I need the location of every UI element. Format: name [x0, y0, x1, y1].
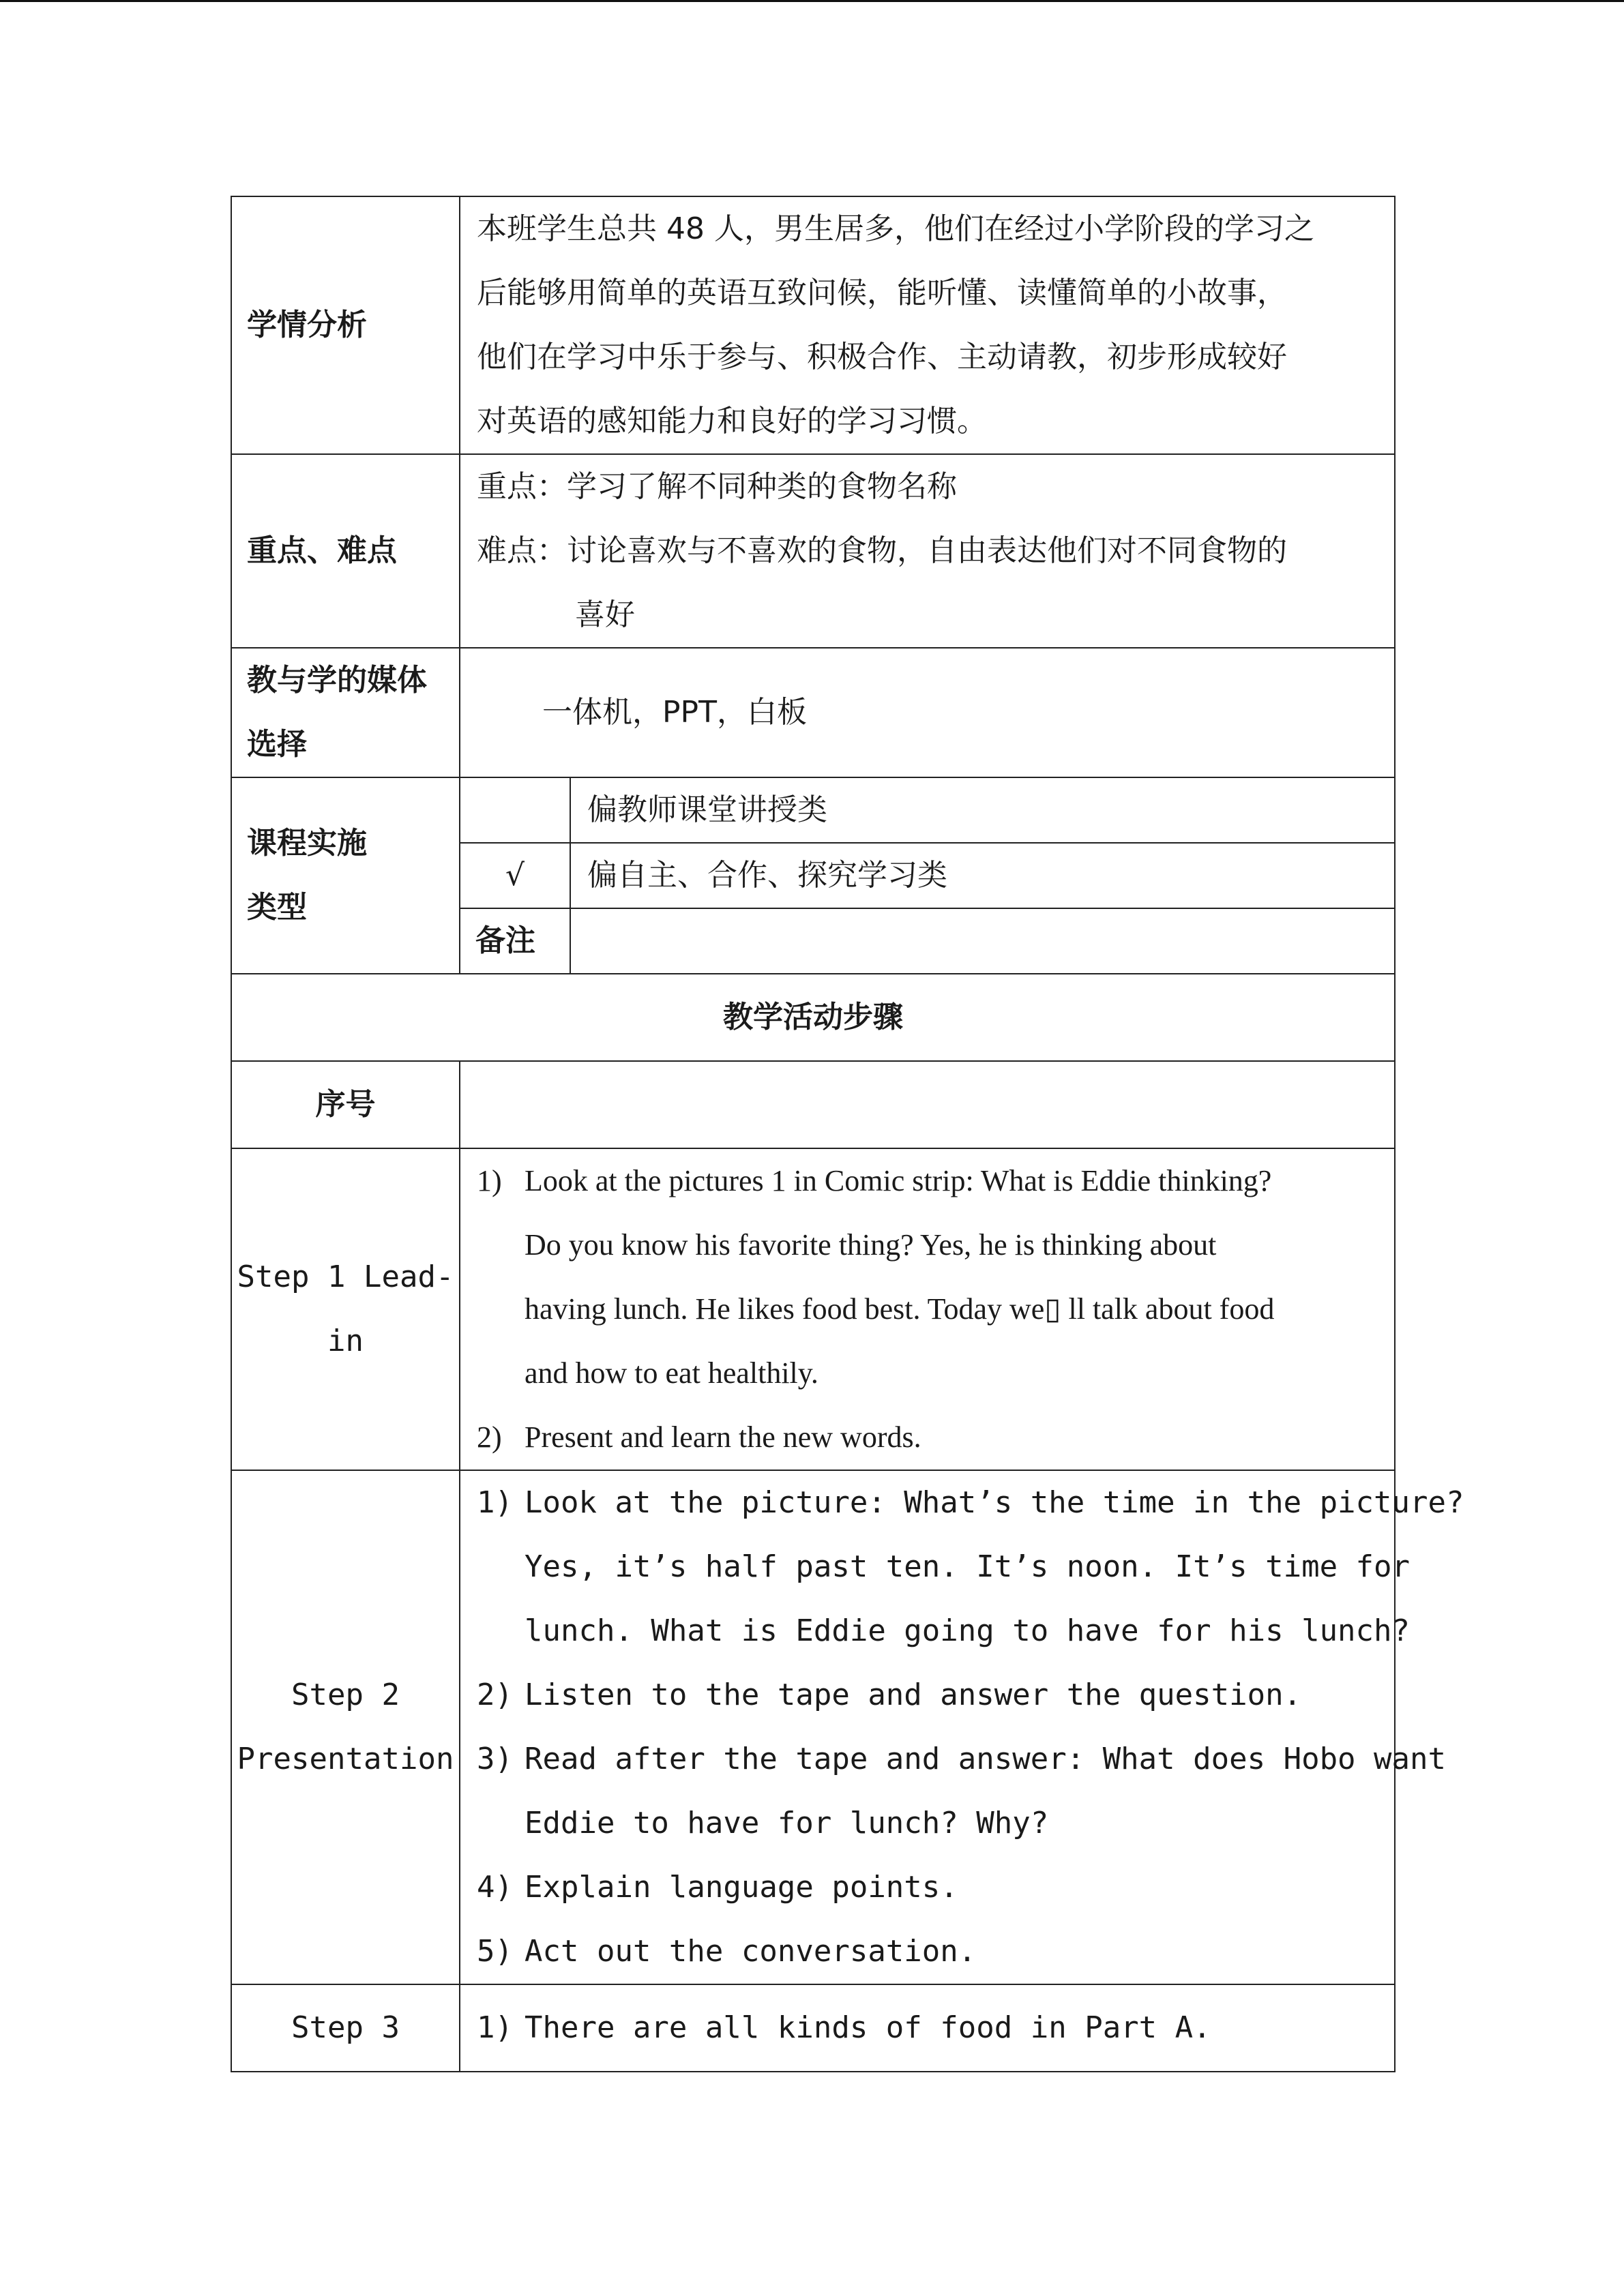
step1-label: [231, 1148, 460, 1470]
step3-label: Step 3: [231, 1984, 460, 2072]
step2-label: [231, 1470, 460, 1984]
step1-row: [231, 1148, 1395, 1470]
top-border-line: [0, 0, 1624, 2]
course-type-check-1: [460, 777, 570, 843]
course-type-option-2: 偏自主、合作、探究学习类: [570, 843, 1395, 908]
list-text: Look at the picture: What’s the time in the picture?: [525, 1485, 1464, 1520]
list-text: Explain language points.: [525, 1870, 958, 1905]
seq-label: 序号: [231, 1061, 460, 1148]
step3-content: [460, 1984, 1395, 2072]
difficulty-continued: 喜好: [575, 597, 635, 632]
step2-label-line: Step 2: [291, 1678, 400, 1712]
seq-row: [231, 1061, 1395, 1148]
step1-label-line: in: [327, 1324, 364, 1358]
analysis-line: 他们在学习中乐于参与、积极合作、主动请教，初步形成较好: [477, 340, 1287, 374]
course-type-label-line: 类型: [247, 890, 307, 925]
step1-content: [460, 1148, 1395, 1470]
list-text: Listen to the tape and answer the question.: [525, 1678, 1302, 1712]
analysis-line: 后能够用简单的英语互致问候，能听懂、读懂简单的小故事，: [477, 275, 1287, 310]
step3-row: [231, 1984, 1395, 2072]
analysis-label: 学情分析: [231, 196, 460, 454]
list-item-continued: lunch. What is Eddie going to have for his lunch?: [525, 1613, 1411, 1648]
list-number: 5): [477, 1934, 513, 1969]
list-item-continued: Yes, it’s half past ten. It’s noon. It’s time for: [525, 1549, 1411, 1584]
step2-row: [231, 1470, 1395, 1984]
media-label-line: 教与学的媒体: [247, 663, 427, 698]
analysis-content: [460, 196, 1395, 454]
focus-label: 重点、难点: [231, 454, 460, 648]
activities-heading-row: [231, 974, 1395, 1061]
list-number: 4): [477, 1870, 513, 1905]
remark-label: 备注: [460, 908, 570, 974]
list-item: [477, 1663, 1381, 1727]
analysis-line: 本班学生总共 48 人，男生居多，他们在经过小学阶段的学习之: [477, 211, 1314, 246]
list-item: [477, 1727, 1447, 1791]
media-label-line: 选择: [247, 727, 307, 762]
activities-heading: 教学活动步骤: [231, 974, 1395, 1061]
list-number: 1): [477, 1485, 513, 1520]
remark-value: [570, 908, 1395, 974]
list-item-continued: and how to eat healthily.: [525, 1356, 818, 1390]
list-number: 2): [477, 1678, 513, 1712]
step2-list: [477, 1471, 1464, 1984]
list-item: [477, 1471, 1464, 1535]
media-row: [231, 648, 1395, 777]
lesson-plan-table: [231, 196, 1464, 2072]
list-text: Act out the conversation.: [525, 1934, 977, 1969]
course-type-option-1: 偏教师课堂讲授类: [570, 777, 1395, 843]
step3-list: [477, 1996, 1381, 2060]
list-text: There are all kinds of food in Part A.: [525, 2010, 1211, 2045]
list-item: [477, 1149, 1381, 1213]
list-item-continued: having lunch. He likes food best. Today we▯ ll talk about food: [525, 1292, 1275, 1326]
list-number: 3): [477, 1742, 513, 1776]
list-number: 1): [477, 2010, 513, 2045]
analysis-row: [231, 196, 1395, 454]
course-type-label: [231, 777, 460, 974]
list-text: Present and learn the new words.: [525, 1420, 921, 1454]
list-item-continued: Eddie to have for lunch? Why?: [525, 1806, 1049, 1840]
step2-content: [460, 1470, 1464, 1984]
checkmark: √: [460, 843, 570, 908]
step1-list: [477, 1149, 1381, 1470]
focus-row: [231, 454, 1395, 648]
analysis-line: 对英语的感知能力和良好的学习习惯。: [477, 404, 987, 438]
focus-content: [460, 454, 1395, 648]
step1-label-line: Step 1 Lead-: [237, 1259, 454, 1294]
list-text: Look at the pictures 1 in Comic strip: What is Eddie thinking?: [525, 1164, 1272, 1197]
media-value: 一体机，PPT，白板: [460, 648, 1395, 777]
list-item-continued: Do you know his favorite thing? Yes, he is thinking about: [525, 1228, 1217, 1262]
course-type-label-line: 课程实施: [247, 826, 367, 861]
list-item: [477, 1920, 1381, 1984]
media-label: [231, 648, 460, 777]
key-point: 重点：学习了解不同种类的食物名称: [477, 469, 957, 504]
list-number: 2): [477, 1420, 502, 1454]
difficulty: 难点：讨论喜欢与不喜欢的食物，自由表达他们对不同食物的: [477, 533, 1287, 568]
list-text: Read after the tape and answer: What does Hobo want: [525, 1742, 1447, 1776]
list-number: 1): [477, 1164, 502, 1197]
list-item: [477, 1405, 1381, 1470]
course-type-row-1: [231, 777, 1395, 843]
seq-value: [460, 1061, 1395, 1148]
list-item: [477, 1855, 1381, 1920]
step2-label-line: Presentation: [237, 1742, 454, 1776]
list-item: [477, 1996, 1381, 2060]
